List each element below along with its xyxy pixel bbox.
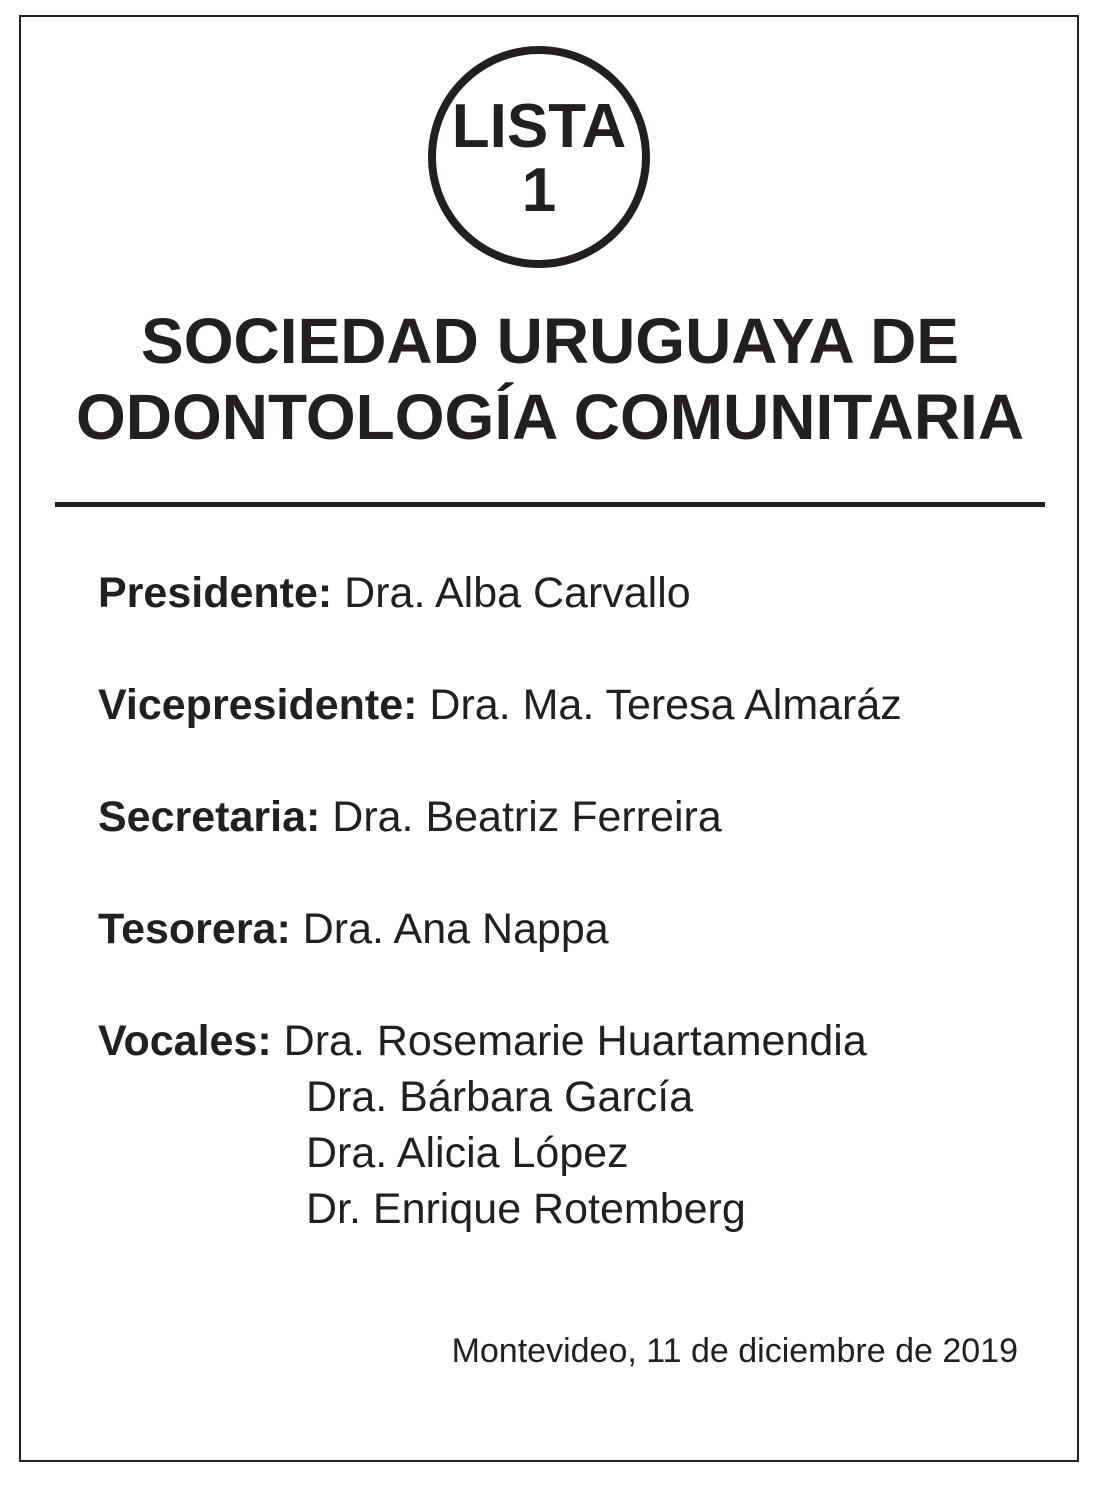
- role-label: Vocales:: [98, 1017, 272, 1065]
- vocal-name: Dr. Enrique Rotemberg: [306, 1185, 746, 1233]
- board-row-vice-president: [98, 677, 902, 733]
- member-name: Dra. Ma. Teresa Almaráz: [429, 681, 902, 729]
- badge-number: 1: [521, 156, 557, 225]
- list-number-badge: [428, 46, 650, 268]
- divider: [55, 502, 1045, 507]
- role-label: Presidente:: [98, 569, 333, 617]
- role-label: Tesorera:: [98, 905, 291, 953]
- title-line-1: SOCIEDAD URUGUAYA DE: [141, 305, 959, 377]
- member-name: Dra. Beatriz Ferreira: [332, 793, 722, 841]
- member-name: Dra. Ana Nappa: [302, 905, 609, 953]
- title-line-2: ODONTOLOGÍA COMUNITARIA: [75, 381, 1025, 453]
- vocal-name: Dra. Alicia López: [306, 1129, 629, 1177]
- place-and-date: Montevideo, 11 de diciembre de 2019: [451, 1332, 1018, 1370]
- member-name: Dra. Rosemarie Huartamendia: [283, 1017, 867, 1065]
- badge-word: LISTA: [451, 92, 627, 161]
- board-row-secretary: [98, 789, 722, 845]
- vocal-name: Dra. Bárbara García: [306, 1073, 694, 1121]
- board-row-treasurer: [98, 901, 609, 957]
- role-label: Secretaria:: [98, 793, 321, 841]
- member-name: Dra. Alba Carvallo: [344, 569, 691, 617]
- board-row-vocales: [98, 1013, 867, 1069]
- board-row-president: [98, 565, 691, 621]
- role-label: Vicepresidente:: [98, 681, 418, 729]
